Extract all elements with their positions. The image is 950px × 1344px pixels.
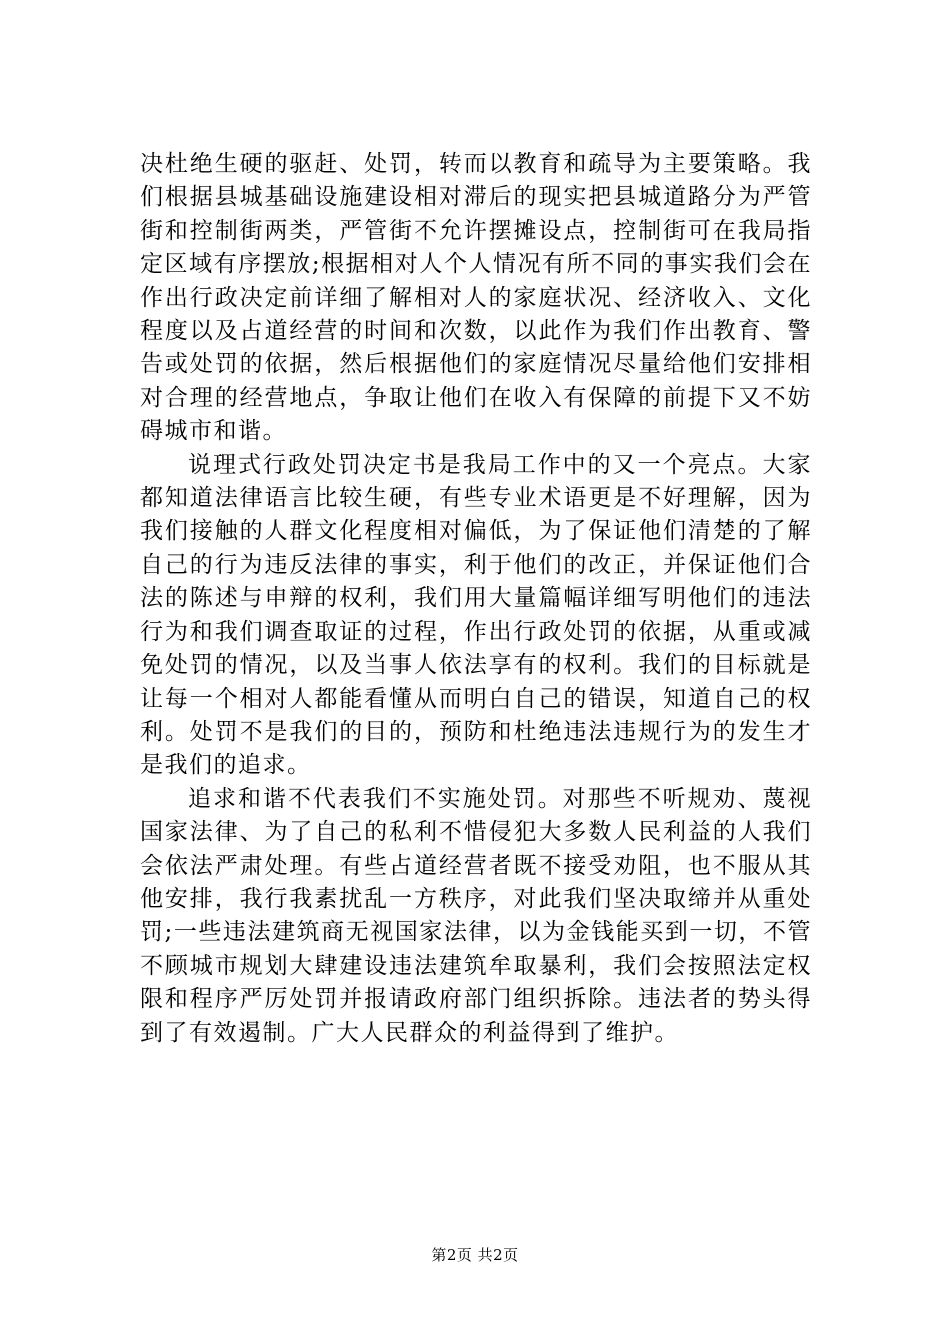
page-footer <box>0 1244 950 1265</box>
document-body <box>140 148 812 1050</box>
paragraph-continued: 决杜绝生硬的驱赶、处罚，转而以教育和疏导为主要策略。我们根据县城基础设施建设相对滞后的现实把县城道路分为严管街和控制街两类，严管街不允许摆摊设点，控制街可在我局指定区域有序摆放;根据相对人个人情况有所不同的事实我们会在作出行政决定前详细了解相对人的家庭状况、经济收入、文化程度以及占道经营的时间和次数，以此作为我们作出教育、警告或处罚的依据，然后根据他们的家庭情况尽量给他们安排相对合理的经营地点，争取让他们在收入有保障的前提下又不妨碍城市和谐。 <box>140 151 812 445</box>
paragraph-harmony-and-penalty: 追求和谐不代表我们不实施处罚。对那些不听规劝、蔑视国家法律、为了自己的私利不惜侵犯大多数人民利益的人我们会依法严肃处理。有些占道经营者既不接受劝阻，也不服从其他安排，我行我素扰乱一方秩序，对此我们坚决取缔并从重处罚;一些违法建筑商无视国家法律，以为金钱能买到一切，不管不顾城市规划大肆建设违法建筑牟取暴利，我们会按照法定权限和程序严厉处罚并报请政府部门组织拆除。违法者的势头得到了有效遏制。广大人民群众的利益得到了维护。 <box>140 785 812 1046</box>
page-number-label: 第2页 共2页 <box>431 1246 519 1264</box>
paragraph-reasoned-penalty-decision: 说理式行政处罚决定书是我局工作中的又一个亮点。大家都知道法律语言比较生硬，有些专业术语更是不好理解，因为我们接触的人群文化程度相对偏低，为了保证他们清楚的了解自己的行为违反法律的事实，利于他们的改正，并保证他们合法的陈述与申辩的权利，我们用大量篇幅详细写明他们的违法行为和我们调查取证的过程，作出行政处罚的依据，从重或减免处罚的情况，以及当事人依法享有的权利。我们的目标就是让每一个相对人都能看懂从而明白自己的错误，知道自己的权利。处罚不是我们的目的，预防和杜绝违法违规行为的发生才是我们的追求。 <box>140 451 812 779</box>
